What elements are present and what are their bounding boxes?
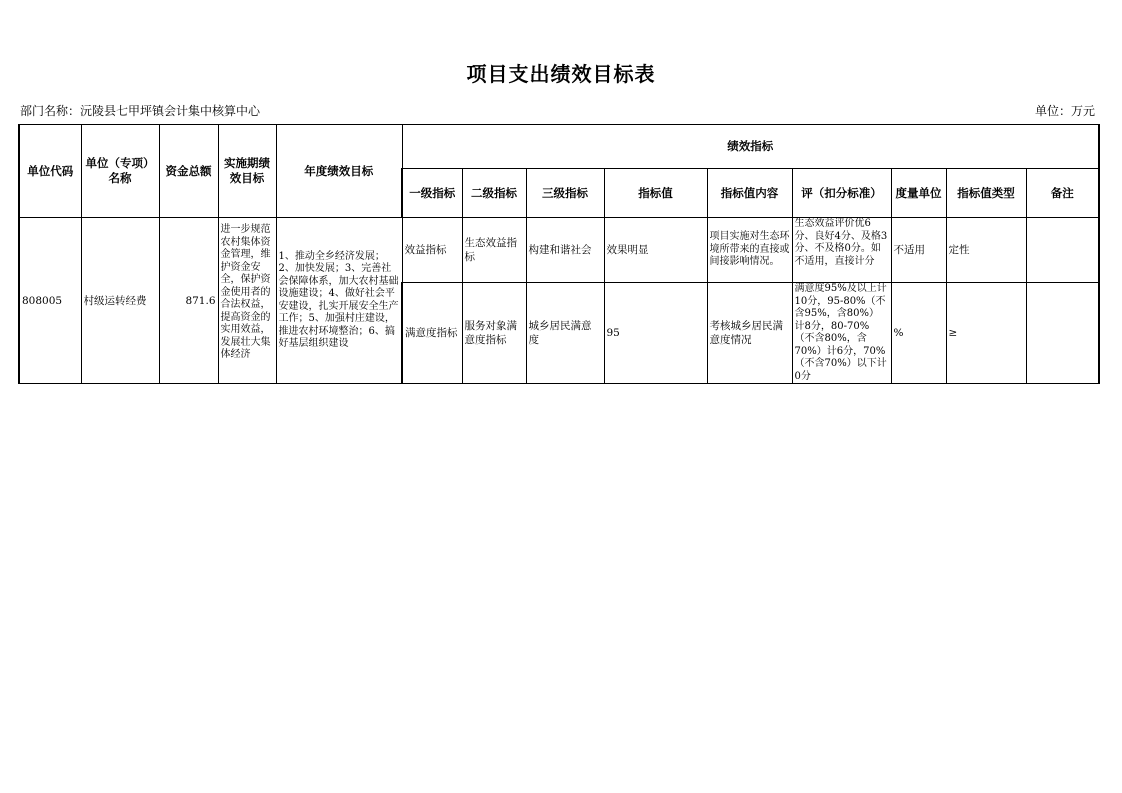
- cell-level1: 效益指标: [402, 218, 462, 283]
- cell-value: 95: [604, 283, 707, 384]
- header-annual-goal: 年度绩效目标: [276, 125, 402, 218]
- header-level3: 三级指标: [526, 169, 604, 218]
- cell-measure-unit: 不适用: [891, 218, 946, 283]
- header-level1: 一级指标: [402, 169, 462, 218]
- cell-content: 考核城乡居民满意度情况: [707, 283, 792, 384]
- cell-level2: 服务对象满意度指标: [462, 283, 526, 384]
- cell-measure-unit: %: [891, 283, 946, 384]
- header-content: 指标值内容: [707, 169, 792, 218]
- header-total-funds: 资金总额: [159, 125, 218, 218]
- cell-unit-name: 村级运转经费: [81, 218, 159, 384]
- cell-remark: [1026, 218, 1099, 283]
- cell-total-funds: 871.6: [159, 218, 218, 384]
- department-name: 部门名称：沅陵县七甲坪镇会计集中核算中心: [20, 104, 261, 118]
- header-level2: 二级指标: [462, 169, 526, 218]
- cell-level1: 满意度指标: [402, 283, 462, 384]
- cell-value-type: ≥: [946, 283, 1026, 384]
- cell-value: 效果明显: [604, 218, 707, 283]
- cell-level3: 构建和谐社会: [526, 218, 604, 283]
- cell-level3: 城乡居民满意度: [526, 283, 604, 384]
- header-scoring: 评（扣分标准）: [792, 169, 891, 218]
- table-row: [19, 218, 1099, 283]
- cell-unit-code: 808005: [19, 218, 81, 384]
- header-unit-name: 单位（专项）名称: [81, 125, 159, 218]
- currency-unit: 单位：万元: [1034, 104, 1095, 118]
- header-perf-indicators: 绩效指标: [402, 125, 1099, 169]
- cell-value-type: 定性: [946, 218, 1026, 283]
- cell-period-goal: 进一步规范农村集体资金管理，维护资金安全，保护资金使用者的合法权益，提高资金的实用效益，发展壮大集体经济: [218, 218, 276, 384]
- header-value-type: 指标值类型: [946, 169, 1026, 218]
- header-value: 指标值: [604, 169, 707, 218]
- performance-target-table: [18, 124, 1100, 384]
- cell-scoring: 满意度95%及以上计10分，95-80%（不含95%，含80%）计8分，80-70%（不含80%，含70%）计6分，70%（不含70%）以下计0分: [792, 283, 891, 384]
- cell-level2: 生态效益指标: [462, 218, 526, 283]
- cell-content: 项目实施对生态环境所带来的直接或间接影响情况。: [707, 218, 792, 283]
- header-measure-unit: 度量单位: [891, 169, 946, 218]
- cell-remark: [1026, 283, 1099, 384]
- page-title: 项目支出绩效目标表: [466, 62, 656, 86]
- header-period-goal: 实施期绩效目标: [218, 125, 276, 218]
- header-remark: 备注: [1026, 169, 1099, 218]
- cell-annual-goal: 1、推动全乡经济发展；2、加快发展；3、完善社会保障体系，加大农村基础设施建设；4、做好社会平安建设，扎实开展安全生产工作；5、加强村庄建设，推进农村环境整治；6、搞好基层组织建设: [276, 218, 402, 384]
- cell-scoring: 生态效益评价优6分、良好4分、及格3分、不及格0分。如不适用，直接计分: [792, 218, 891, 283]
- header-unit-code: 单位代码: [19, 125, 81, 218]
